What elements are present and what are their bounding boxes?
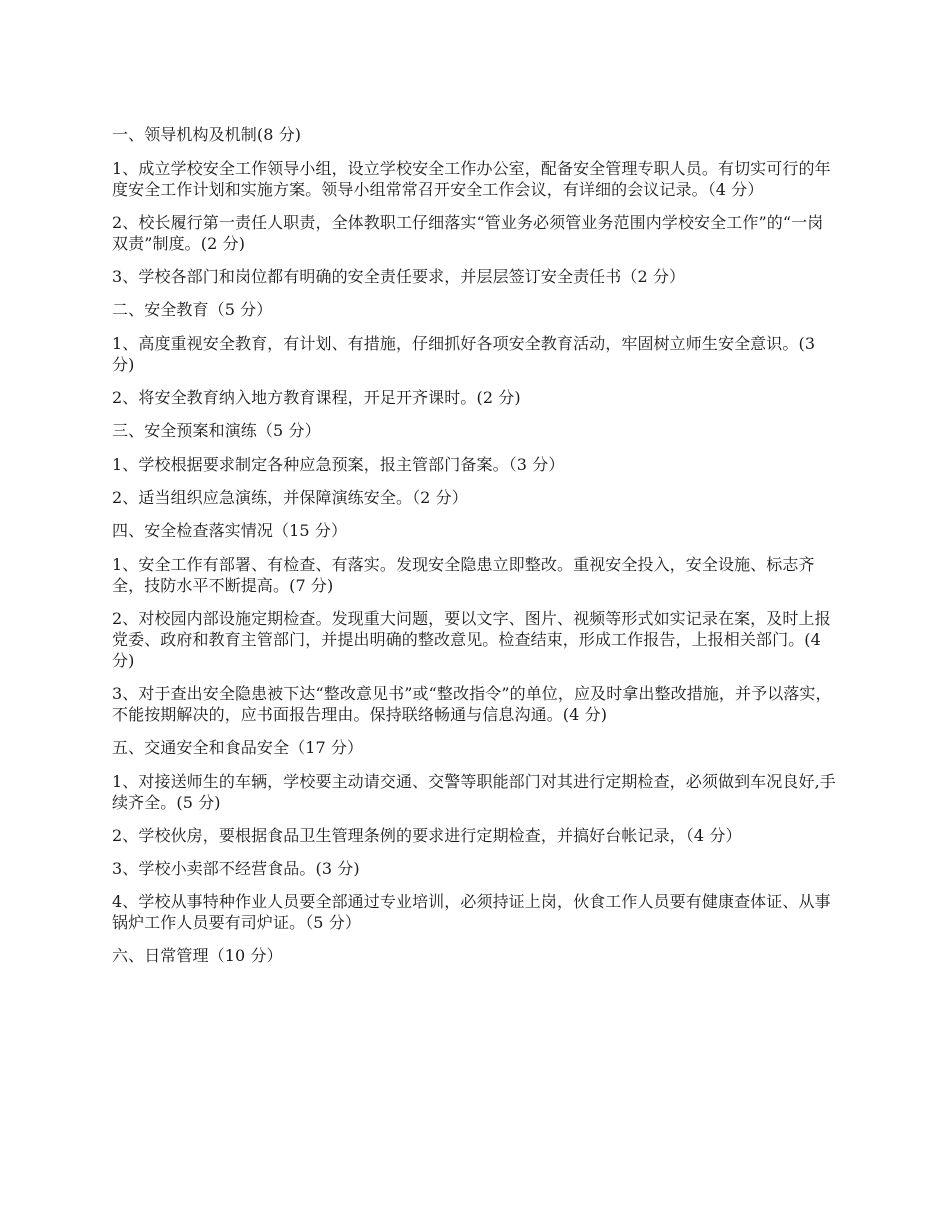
paragraph-2-2: 2、将安全教育纳入地方教育课程，开足开齐课时。(2 分) bbox=[112, 388, 521, 407]
paragraph-3-2: 2、适当组织应急演练，并保障演练安全。（2 分） bbox=[112, 488, 468, 507]
paragraph-1-1: 1、成立学校安全工作领导小组，设立学校安全工作办公室，配备安全管理专职人员。有切实可行的年度安全工作计划和实施方案。领导小组常常召开安全工作会议，有详细的会议记录。（4 分） bbox=[112, 159, 831, 199]
paragraph-5-3: 3、学校小卖部不经营食品。(3 分) bbox=[112, 859, 360, 878]
paragraph-5-4: 4、学校从事特种作业人员要全部通过专业培训，必须持证上岗，伙食工作人员要有健康查体证、从事锅炉工作人员要有司炉证。（5 分） bbox=[112, 892, 831, 932]
paragraph-4-2: 2、对校园内部设施定期检查。发现重大问题，要以文字、图片、视频等形式如实记录在案，及时上报党委、政府和教育主管部门，并提出明确的整改意见。检查结束，形成工作报告，上报相关部门。(4 分) bbox=[112, 609, 831, 670]
paragraph-2-1: 1、高度重视安全教育，有计划、有措施，仔细抓好各项安全教育活动，牢固树立师生安全意识。(3 分) bbox=[112, 334, 816, 374]
section-heading-4: 四、安全检查落实情况（15 分） bbox=[112, 521, 348, 540]
section-heading-6: 六、日常管理（10 分） bbox=[112, 946, 283, 965]
paragraph-4-1: 1、安全工作有部署、有检查、有落实。发现安全隐患立即整改。重视安全投入，安全设施、标志齐全，技防水平不断提高。(7 分) bbox=[112, 555, 815, 595]
paragraph-1-2: 2、校长履行第一责任人职责，全体教职工仔细落实“管业务必须管业务范围内学校安全工作”的“一岗双责”制度。(2 分) bbox=[112, 213, 824, 253]
section-heading-3: 三、安全预案和演练（5 分） bbox=[112, 421, 321, 440]
paragraph-3-1: 1、学校根据要求制定各种应急预案，报主管部门备案。（3 分） bbox=[112, 455, 565, 474]
document-body bbox=[112, 124, 838, 979]
section-heading-2: 二、安全教育（5 分） bbox=[112, 300, 273, 319]
section-heading-5: 五、交通安全和食品安全（17 分） bbox=[112, 738, 364, 757]
section-heading-1: 一、领导机构及机制(8 分) bbox=[112, 125, 302, 144]
paragraph-4-3: 3、对于查出安全隐患被下达“整改意见书”或“整改指令”的单位，应及时拿出整改措施，并予以落实，不能按期解决的，应书面报告理由。保持联络畅通与信息沟通。(4 分) bbox=[112, 684, 832, 724]
paragraph-1-3: 3、学校各部门和岗位都有明确的安全责任要求，并层层签订安全责任书（2 分） bbox=[112, 267, 686, 286]
paragraph-5-2: 2、学校伙房，要根据食品卫生管理条例的要求进行定期检查，并搞好台帐记录，（4 分） bbox=[112, 826, 742, 845]
paragraph-5-1: 1、对接送师生的车辆，学校要主动请交通、交警等职能部门对其进行定期检查，必须做到车况良好,手续齐全。(5 分) bbox=[112, 772, 836, 812]
